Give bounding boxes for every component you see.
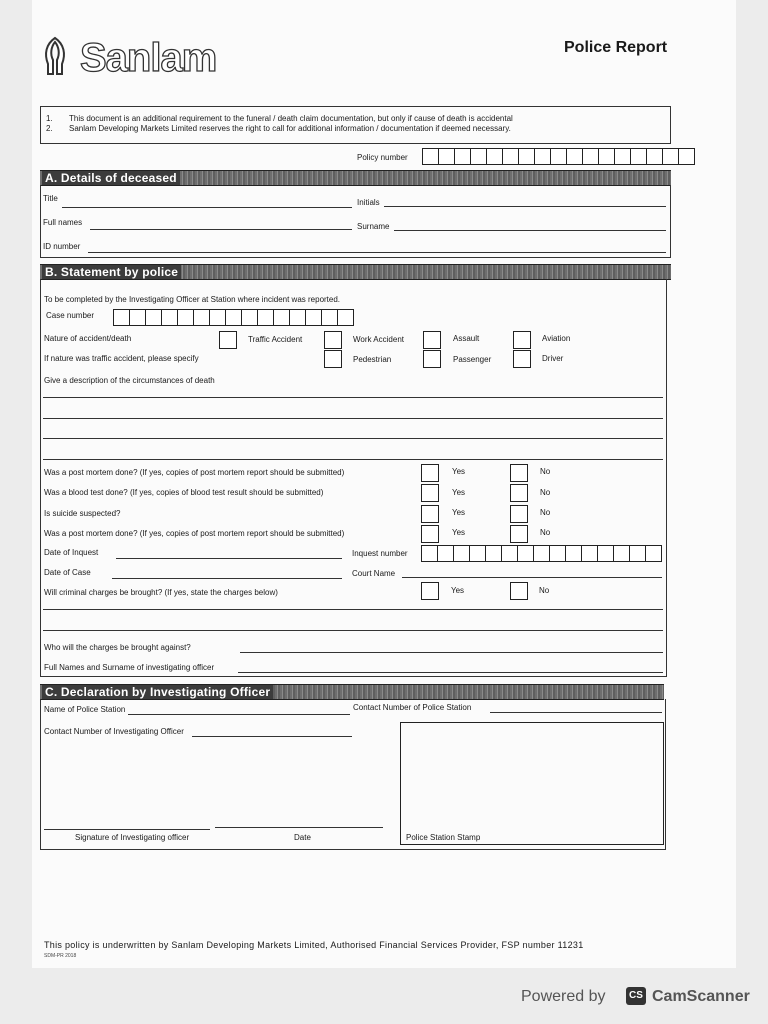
signature-label: Signature of Investigating officer — [75, 833, 190, 842]
yes-label: Yes — [452, 508, 466, 517]
camscanner-logo-icon: CS — [626, 987, 646, 1005]
form-title: Police Report — [564, 39, 668, 56]
driver-checkbox[interactable] — [513, 350, 531, 368]
traffic-specify-label: If nature was traffic accident, please specify — [44, 354, 199, 363]
section-b-header — [40, 264, 671, 280]
signature-field[interactable] — [44, 829, 210, 830]
full-names-label: Full names — [43, 218, 83, 227]
station-contact-label: Contact Number of Police Station — [353, 703, 472, 712]
criminal-charges-label: Will criminal charges be brought? (If yes, state the charges below) — [44, 588, 278, 597]
description-line[interactable] — [43, 418, 663, 419]
no-label: No — [540, 488, 551, 497]
yes-label: Yes — [452, 488, 466, 497]
officer-contact-label: Contact Number of Investigating Officer — [44, 727, 184, 736]
policy-number-label: Policy number — [357, 153, 408, 162]
court-name-label: Court Name — [352, 569, 396, 578]
charges-yes-checkbox[interactable] — [421, 582, 439, 600]
option-label: Traffic Accident — [248, 335, 303, 344]
yes-checkbox[interactable] — [421, 505, 439, 523]
section-c-title: C. Declaration by Investigating Officer — [42, 685, 273, 699]
initials-field[interactable] — [384, 206, 666, 207]
station-contact-field[interactable] — [490, 712, 662, 713]
yes-checkbox[interactable] — [421, 464, 439, 482]
description-line[interactable] — [43, 459, 663, 460]
question-text: Was a post mortem done? (If yes, copies of post mortem report should be submitted) — [44, 529, 345, 538]
initials-label: Initials — [357, 198, 380, 207]
footer-text: This policy is underwritten by Sanlam Developing Markets Limited, Authorised Financial Services Provider, FSP number 11231 — [44, 940, 584, 950]
option-label: Pedestrian — [353, 355, 392, 364]
option-label: Passenger — [453, 355, 492, 364]
date-case-field[interactable] — [112, 578, 342, 579]
sanlam-logo-icon — [40, 36, 70, 76]
station-name-label: Name of Police Station — [44, 705, 126, 714]
no-label: No — [540, 508, 551, 517]
officer-contact-field[interactable] — [192, 736, 352, 737]
charges-against-label: Who will the charges be brought against? — [44, 643, 191, 652]
yes-checkbox[interactable] — [421, 484, 439, 502]
description-line[interactable] — [43, 397, 663, 398]
policy-number-input[interactable] — [422, 148, 694, 165]
question-text: Is suicide suspected? — [44, 509, 121, 518]
title-label: Title — [43, 194, 58, 203]
date-label: Date — [294, 833, 311, 842]
station-name-field[interactable] — [128, 714, 350, 715]
note-number: 1. — [46, 114, 53, 123]
date-case-label: Date of Case — [44, 568, 91, 577]
stamp-label: Police Station Stamp — [406, 833, 481, 842]
question-text: Was a blood test done? (If yes, copies of blood test result should be submitted) — [44, 488, 324, 497]
id-number-field[interactable] — [88, 252, 666, 253]
full-names-field[interactable] — [90, 229, 352, 230]
charges-line[interactable] — [43, 609, 663, 610]
id-number-label: ID number — [43, 242, 81, 251]
case-number-label: Case number — [46, 311, 95, 320]
camscanner-name: CamScanner — [652, 988, 750, 1005]
instruction-text: To be completed by the Investigating Officer at Station where incident was reported. — [44, 295, 341, 304]
question-text: Was a post mortem done? (If yes, copies of post mortem report should be submitted) — [44, 468, 345, 477]
note-text: This document is an additional requirement to the funeral / death claim documentation, but only if cause of death is accidental — [69, 114, 513, 123]
no-checkbox[interactable] — [510, 464, 528, 482]
no-checkbox[interactable] — [510, 525, 528, 543]
yes-label: Yes — [452, 467, 466, 476]
no-label: No — [539, 586, 550, 595]
no-checkbox[interactable] — [510, 505, 528, 523]
yes-label: Yes — [452, 528, 466, 537]
option-label: Driver — [542, 354, 564, 363]
traffic-accident-checkbox[interactable] — [219, 331, 237, 349]
case-number-input[interactable] — [113, 309, 353, 326]
court-name-field[interactable] — [402, 577, 662, 578]
inquest-number-input[interactable] — [421, 545, 661, 562]
no-label: No — [540, 467, 551, 476]
assault-checkbox[interactable] — [423, 331, 441, 349]
officer-name-field[interactable] — [238, 672, 663, 673]
option-label: Work Accident — [353, 335, 404, 344]
section-a-title: A. Details of deceased — [42, 171, 180, 185]
option-label: Aviation — [542, 334, 571, 343]
section-c-header — [40, 684, 664, 700]
form-code: SDM-PR 2018 — [44, 953, 77, 959]
section-b-title: B. Statement by police — [42, 265, 181, 279]
date-field[interactable] — [215, 827, 383, 828]
date-inquest-field[interactable] — [116, 558, 342, 559]
yes-checkbox[interactable] — [421, 525, 439, 543]
description-line[interactable] — [43, 438, 663, 439]
surname-label: Surname — [357, 222, 390, 231]
aviation-checkbox[interactable] — [513, 331, 531, 349]
work-accident-checkbox[interactable] — [324, 331, 342, 349]
no-checkbox[interactable] — [510, 484, 528, 502]
note-text: Sanlam Developing Markets Limited reserves the right to call for additional information / documentation if deemed necessary. — [69, 124, 511, 133]
police-station-stamp-box[interactable] — [400, 722, 664, 845]
title-field[interactable] — [62, 207, 352, 208]
charges-against-field[interactable] — [240, 652, 663, 653]
yes-label: Yes — [451, 586, 465, 595]
passenger-checkbox[interactable] — [423, 350, 441, 368]
description-label: Give a description of the circumstances of death — [44, 376, 215, 385]
brand-name: Sanlam — [80, 36, 217, 80]
charges-line[interactable] — [43, 630, 663, 631]
surname-field[interactable] — [394, 230, 666, 231]
officer-name-label: Full Names and Surname of investigating officer — [44, 663, 215, 672]
inquest-number-label: Inquest number — [352, 549, 408, 558]
pedestrian-checkbox[interactable] — [324, 350, 342, 368]
no-label: No — [540, 528, 551, 537]
section-a-box — [40, 185, 671, 258]
section-a-header — [40, 170, 671, 186]
charges-no-checkbox[interactable] — [510, 582, 528, 600]
note-number: 2. — [46, 124, 53, 133]
nature-label: Nature of accident/death — [44, 334, 132, 343]
option-label: Assault — [453, 334, 480, 343]
date-inquest-label: Date of Inquest — [44, 548, 99, 557]
powered-by-text: Powered by — [521, 988, 606, 1005]
